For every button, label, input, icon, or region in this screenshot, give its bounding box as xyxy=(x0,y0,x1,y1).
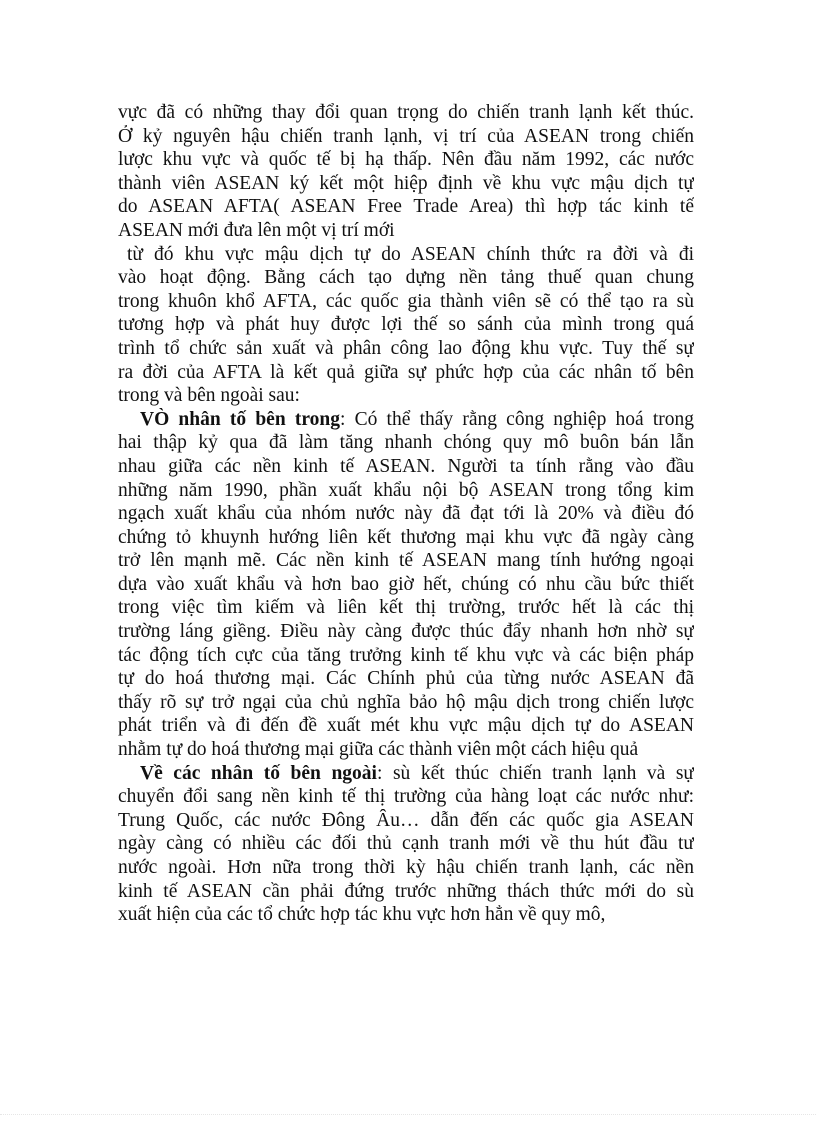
text-line: Trung Quốc, các nước Đông Âu… dẫn đến các quốc gia ASEAN xyxy=(118,809,694,831)
text-line: kinh tế ASEAN cần phải đứng trước những thách thức mới do sù xyxy=(118,880,694,902)
text-line: nhau giữa các nền kinh tế ASEAN. Người ta tính rằng vào đầu xyxy=(118,455,694,477)
heading-continuation: : sù kết thúc chiến tranh lạnh và sự xyxy=(376,762,694,784)
text-line: Ở kỷ nguyên hậu chiến tranh lạnh, vị trí của ASEAN trong chiến xyxy=(118,125,694,147)
text-line: xuất hiện của các tổ chức hợp tác khu vực hơn hẳn về quy mô, xyxy=(118,904,606,926)
text-line: tác động tích cực của tăng trưởng kinh tế khu vực và các biện pháp xyxy=(118,644,694,666)
text-line: nước ngoài. Hơn nữa trong thời kỳ hậu chiến tranh lạnh, các nền xyxy=(118,857,694,878)
text-line xyxy=(118,762,694,786)
text-line: những năm 1990, phần xuất khẩu nội bộ ASEAN trong tổng kim xyxy=(118,479,694,501)
text-line: vào hoạt động. Bằng cách tạo dựng nền tảng thuế quan chung xyxy=(118,267,694,289)
text-line: vực đã có những thay đổi quan trọng do chiến tranh lạnh kết thúc. xyxy=(118,102,694,123)
text-line: do ASEAN AFTA( ASEAN Free Trade Area) thì hợp tác kinh tế xyxy=(118,196,694,218)
text-line: dựa vào xuất khẩu và hơn bao giờ hết, chúng có nhu cầu bức thiết xyxy=(118,573,694,595)
text-line: lược khu vực và quốc tế bị hạ thấp. Nên đầu năm 1992, các nước xyxy=(118,149,694,171)
heading-continuation: : Có thể thấy rằng công nghiệp hoá trong xyxy=(340,408,694,430)
text-line: nhằm tự do hoá thương mại giữa các thành viên một cách hiệu quả xyxy=(118,739,639,761)
text-line: ASEAN mới đưa lên một vị trí mới xyxy=(118,219,395,241)
text-line: tự do hoá thương mại. Các Chính phủ của từng nước ASEAN đã xyxy=(118,668,694,690)
text-line: trở lên mạnh mẽ. Các nền kinh tế ASEAN mang tính hướng ngoại xyxy=(118,550,694,572)
page-bottom-divider xyxy=(0,1114,816,1115)
text-line: trong việc tìm kiếm và liên kết thị trường, trước hết là các thị xyxy=(118,597,694,619)
text-line: phát triển và đi đến đề xuất mét khu vực mậu dịch tự do ASEAN xyxy=(118,715,694,737)
text-line: trong khuôn khổ AFTA, các quốc gia thành viên sẽ có thể tạo ra sù xyxy=(118,290,694,312)
text-line: thấy rõ sự trở ngại của chủ nghĩa bảo hộ mậu dịch trong chiến lược xyxy=(118,691,694,713)
text-line: tương hợp và phát huy được lợi thế so sánh của mình trong quá xyxy=(118,314,694,336)
text-line: hai thập kỷ qua đã làm tăng nhanh chóng quy mô buôn bán lẫn xyxy=(118,432,694,454)
text-line: trong và bên ngoài sau: xyxy=(118,385,300,407)
paragraph-1 xyxy=(118,101,694,243)
text-line: trình tổ chức sản xuất và phân công lao động khu vực. Tuy thế sự xyxy=(118,337,694,359)
text-line: từ đó khu vực mậu dịch tự do ASEAN chính thức ra đời và đi xyxy=(127,243,694,265)
text-line: thành viên ASEAN ký kết một hiệp định về khu vực mậu dịch tự xyxy=(118,172,694,194)
section-heading-internal-factors: VÒ nhân tố bên trong xyxy=(140,408,341,430)
section-heading-external-factors: Về các nhân tố bên ngoài xyxy=(140,762,377,784)
paragraph-4 xyxy=(118,762,694,927)
text-line: ngạch xuất khẩu của nhóm nước này đã đạt tới là 20% và điều đó xyxy=(118,503,694,525)
paragraph-2 xyxy=(118,243,694,408)
text-line: ra đời của AFTA là kết quả giữa sự phức hợp của các nhân tố bên xyxy=(118,361,694,383)
text-line: chứng tỏ khuynh hướng liên kết thương mại khu vực đã ngày càng xyxy=(118,526,694,548)
text-line: trường láng giềng. Điều này càng được thúc đẩy nhanh hơn nhờ sự xyxy=(118,621,694,643)
text-line: ngày càng có nhiều các đối thủ cạnh tranh mới về thu hút đầu tư xyxy=(118,833,694,855)
document-body xyxy=(118,101,694,927)
text-line: chuyển đổi sang nền kinh tế thị trường của hàng loạt các nước như: xyxy=(118,786,694,808)
text-line xyxy=(118,408,694,432)
paragraph-3 xyxy=(118,408,694,762)
